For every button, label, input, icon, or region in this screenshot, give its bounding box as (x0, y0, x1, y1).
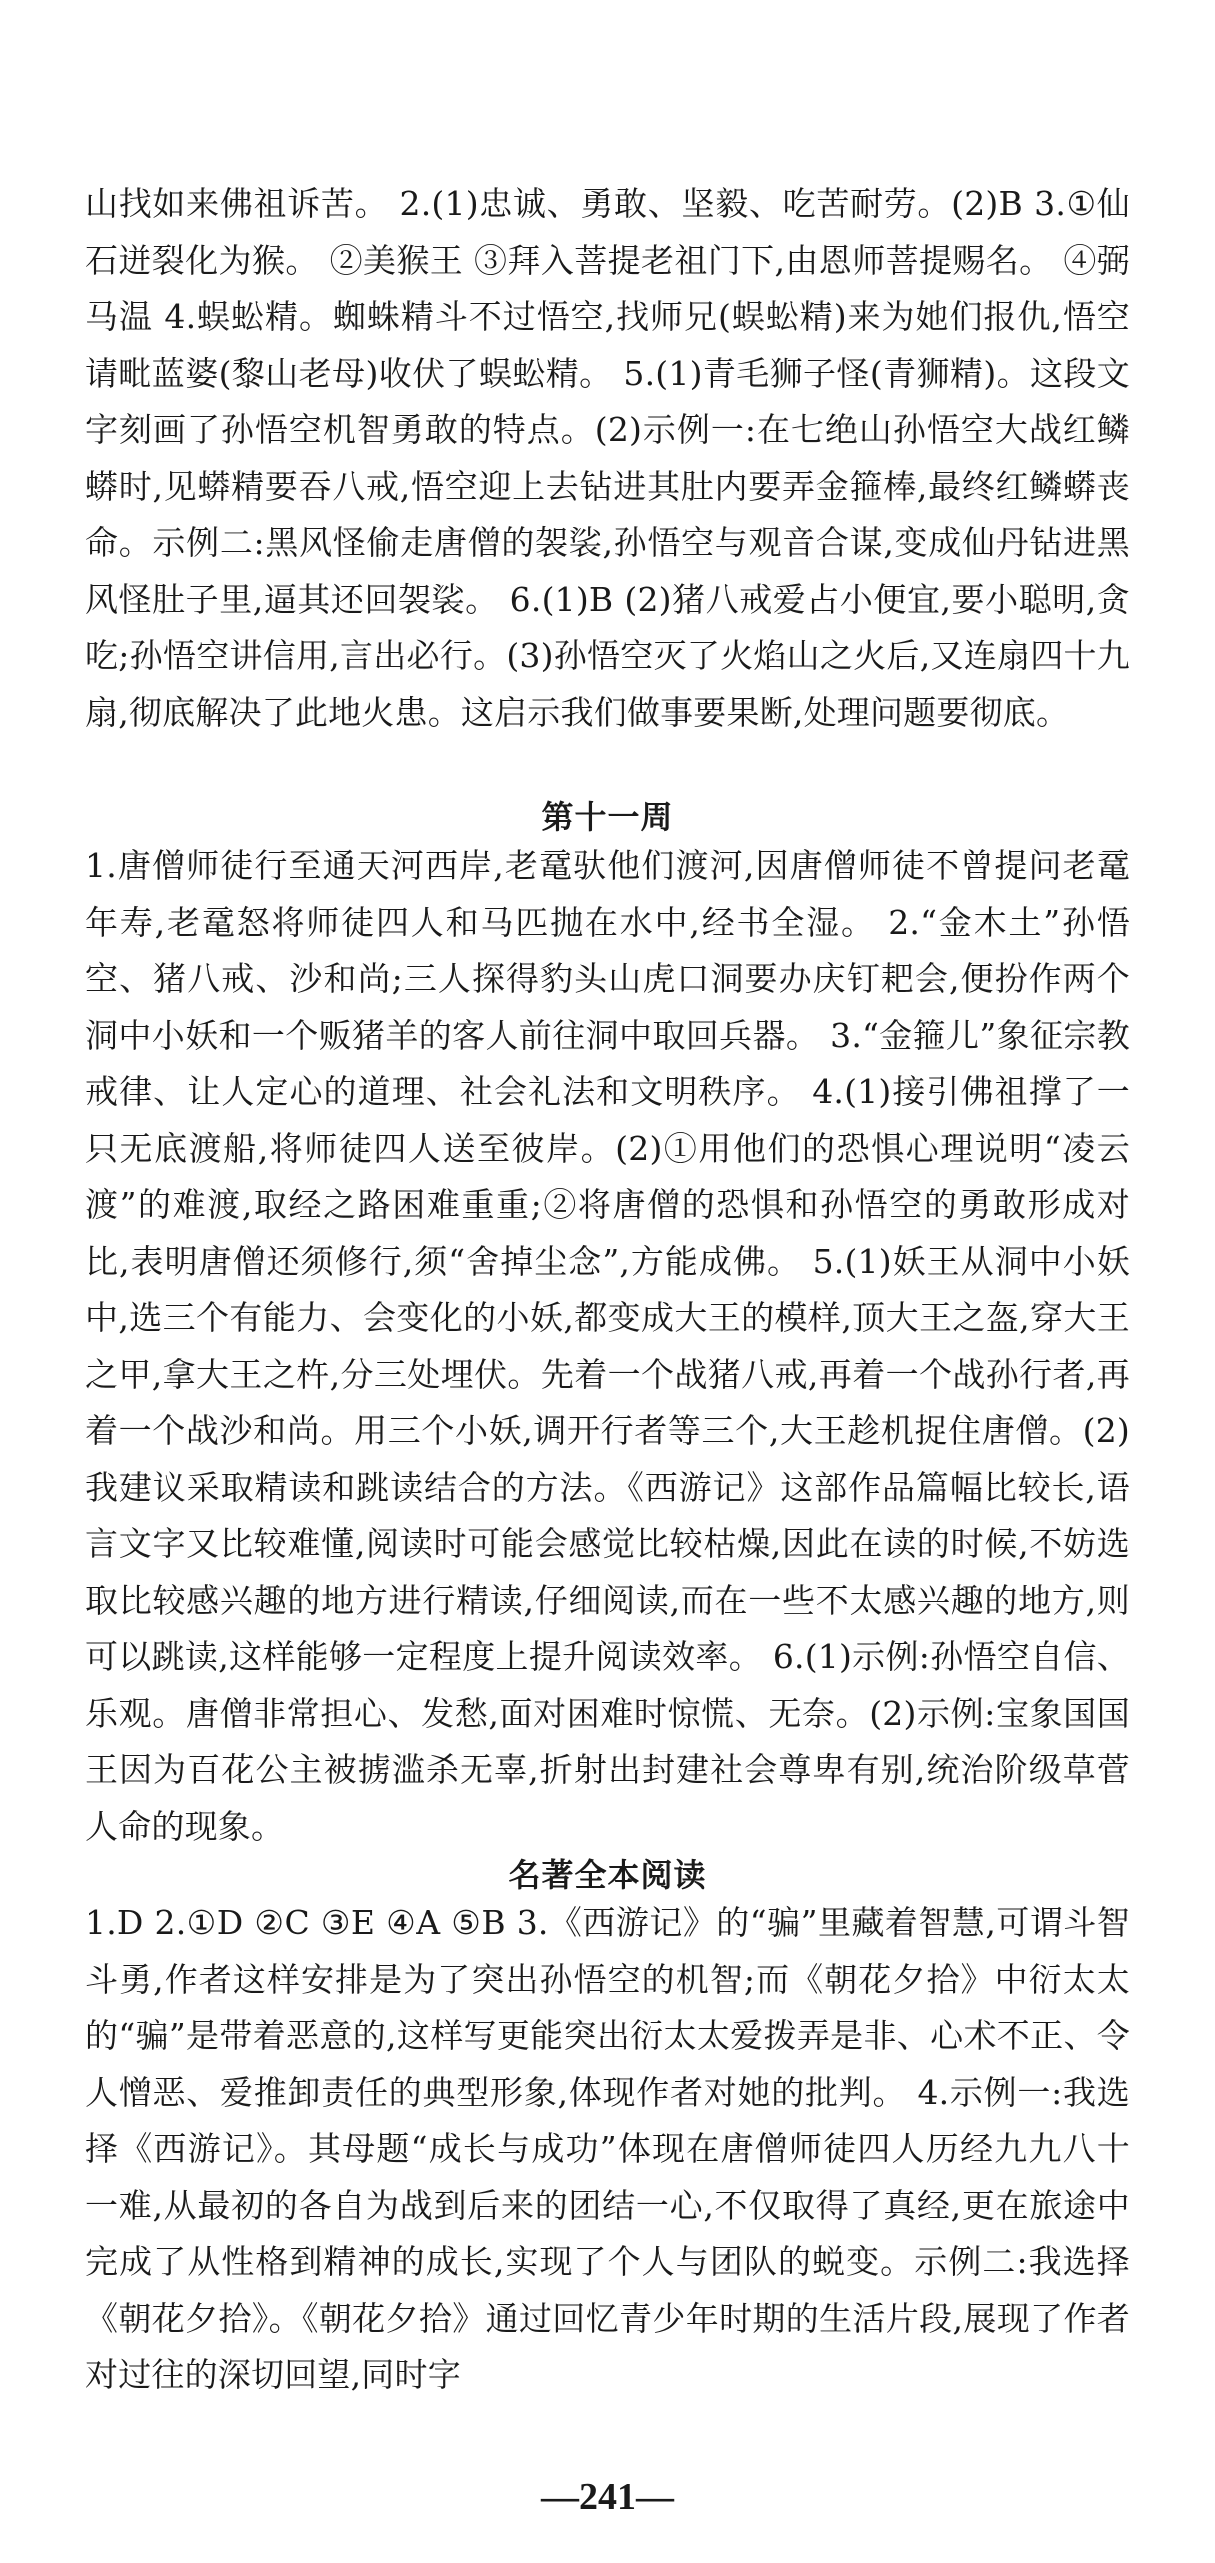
answer-block-eleventh-week (85, 838, 1130, 1855)
answer-paragraph: 山找如来佛祖诉苦。 2.(1)忠诚、勇敢、坚毅、吃苦耐劳。(2)B 3.①仙石迸裂化为猴。 ②美猴王 ③拜入菩提老祖门下,由恩师菩提赐名。 ④弼马温 4.蜈蚣精。蜘蛛精斗不过悟空,找师兄(蜈蚣精)来为她们报仇,悟空请毗蓝婆(黎山老母)收伏了蜈蚣精。 5.(1)青毛狮子怪(青狮精)。这段文字刻画了孙悟空机智勇敢的特点。(2)示例一:在七绝山孙悟空大战红鳞蟒时,见蟒精要吞八戒,悟空迎上去钻进其肚内要弄金箍棒,最终红鳞蟒丧命。示例二:黑风怪偷走唐僧的袈裟,孙悟空与观音合谋,变成仙丹钻进黑风怪肚子里,逼其还回袈裟。 6.(1)B (2)猪八戒爱占小便宜,要小聪明,贪吃;孙悟空讲信用,言出必行。(3)孙悟空灭了火焰山之火后,又连扇四十九扇,彻底解决了此地火患。这启示我们做事要果断,处理问题要彻底。 (85, 184, 1130, 732)
answer-paragraph: 1.唐僧师徒行至通天河西岸,老鼋驮他们渡河,因唐僧师徒不曾提问老鼋年寿,老鼋怒将师徒四人和马匹抛在水中,经书全湿。 2.“金木土”孙悟空、猪八戒、沙和尚;三人探得豹头山虎口洞要办庆钉耙会,便扮作两个洞中小妖和一个贩猪羊的客人前往洞中取回兵器。 3.“金箍儿”象征宗教戒律、让人定心的道理、社会礼法和文明秩序。 4.(1)接引佛祖撑了一只无底渡船,将师徒四人送至彼岸。(2)①用他们的恐惧心理说明“凌云渡”的难渡,取经之路困难重重;②将唐僧的恐惧和孙悟空的勇敢形成对比,表明唐僧还须修行,须“舍掉尘念”,方能成佛。 5.(1)妖王从洞中小妖中,选三个有能力、会变化的小妖,都变成大王的模样,顶大王之盔,穿大王之甲,拿大王之杵,分三处埋伏。先着一个战猪八戒,再着一个战孙行者,再着一个战沙和尚。用三个小妖,调开行者等三个,大王趁机捉住唐僧。(2)我建议采取精读和跳读结合的方法。《西游记》这部作品篇幅比较长,语言文字又比较难懂,阅读时可能会感觉比较枯燥,因此在读的时候,不妨选取比较感兴趣的地方进行精读,仔细阅读,而在一些不太感兴趣的地方,则可以跳读,这样能够一定程度上提升阅读效率。 6.(1)示例:孙悟空自信、乐观。唐僧非常担心、发愁,面对困难时惊慌、无奈。(2)示例:宝象国国王因为百花公主被掳滥杀无辜,折射出封建社会尊卑有别,统治阶级草菅人命的现象。 (85, 846, 1130, 1846)
section-heading-full-reading: 名著全本阅读 (508, 1856, 707, 1894)
answer-block-full-reading (85, 1895, 1130, 2404)
answer-block-tenth-week (85, 176, 1130, 741)
answer-paragraph: 1.D 2.①D ②C ③E ④A ⑤B 3.《西游记》的“骗”里藏着智慧,可谓斗智斗勇,作者这样安排是为了突出孙悟空的机智;而《朝花夕拾》中衍太太的“骗”是带着恶意的,这样写更能突出衍太太爱拨弄是非、心术不正、令人憎恶、爱推卸责任的典型形象,体现作者对她的批判。 4.示例一:我选择《西游记》。其母题“成长与成功”体现在唐僧师徒四人历经九九八十一难,从最初的各自为战到后来的团结一心,不仅取得了真经,更在旅途中完成了从性格到精神的成长,实现了个人与团队的蜕变。示例二:我选择《朝花夕拾》。《朝花夕拾》通过回忆青少年时期的生活片段,展现了作者对过往的深切回望,同时字 (85, 1903, 1130, 2394)
page-number: —241— (541, 2476, 674, 2518)
section-heading-week-11: 第十一周 (541, 798, 674, 836)
